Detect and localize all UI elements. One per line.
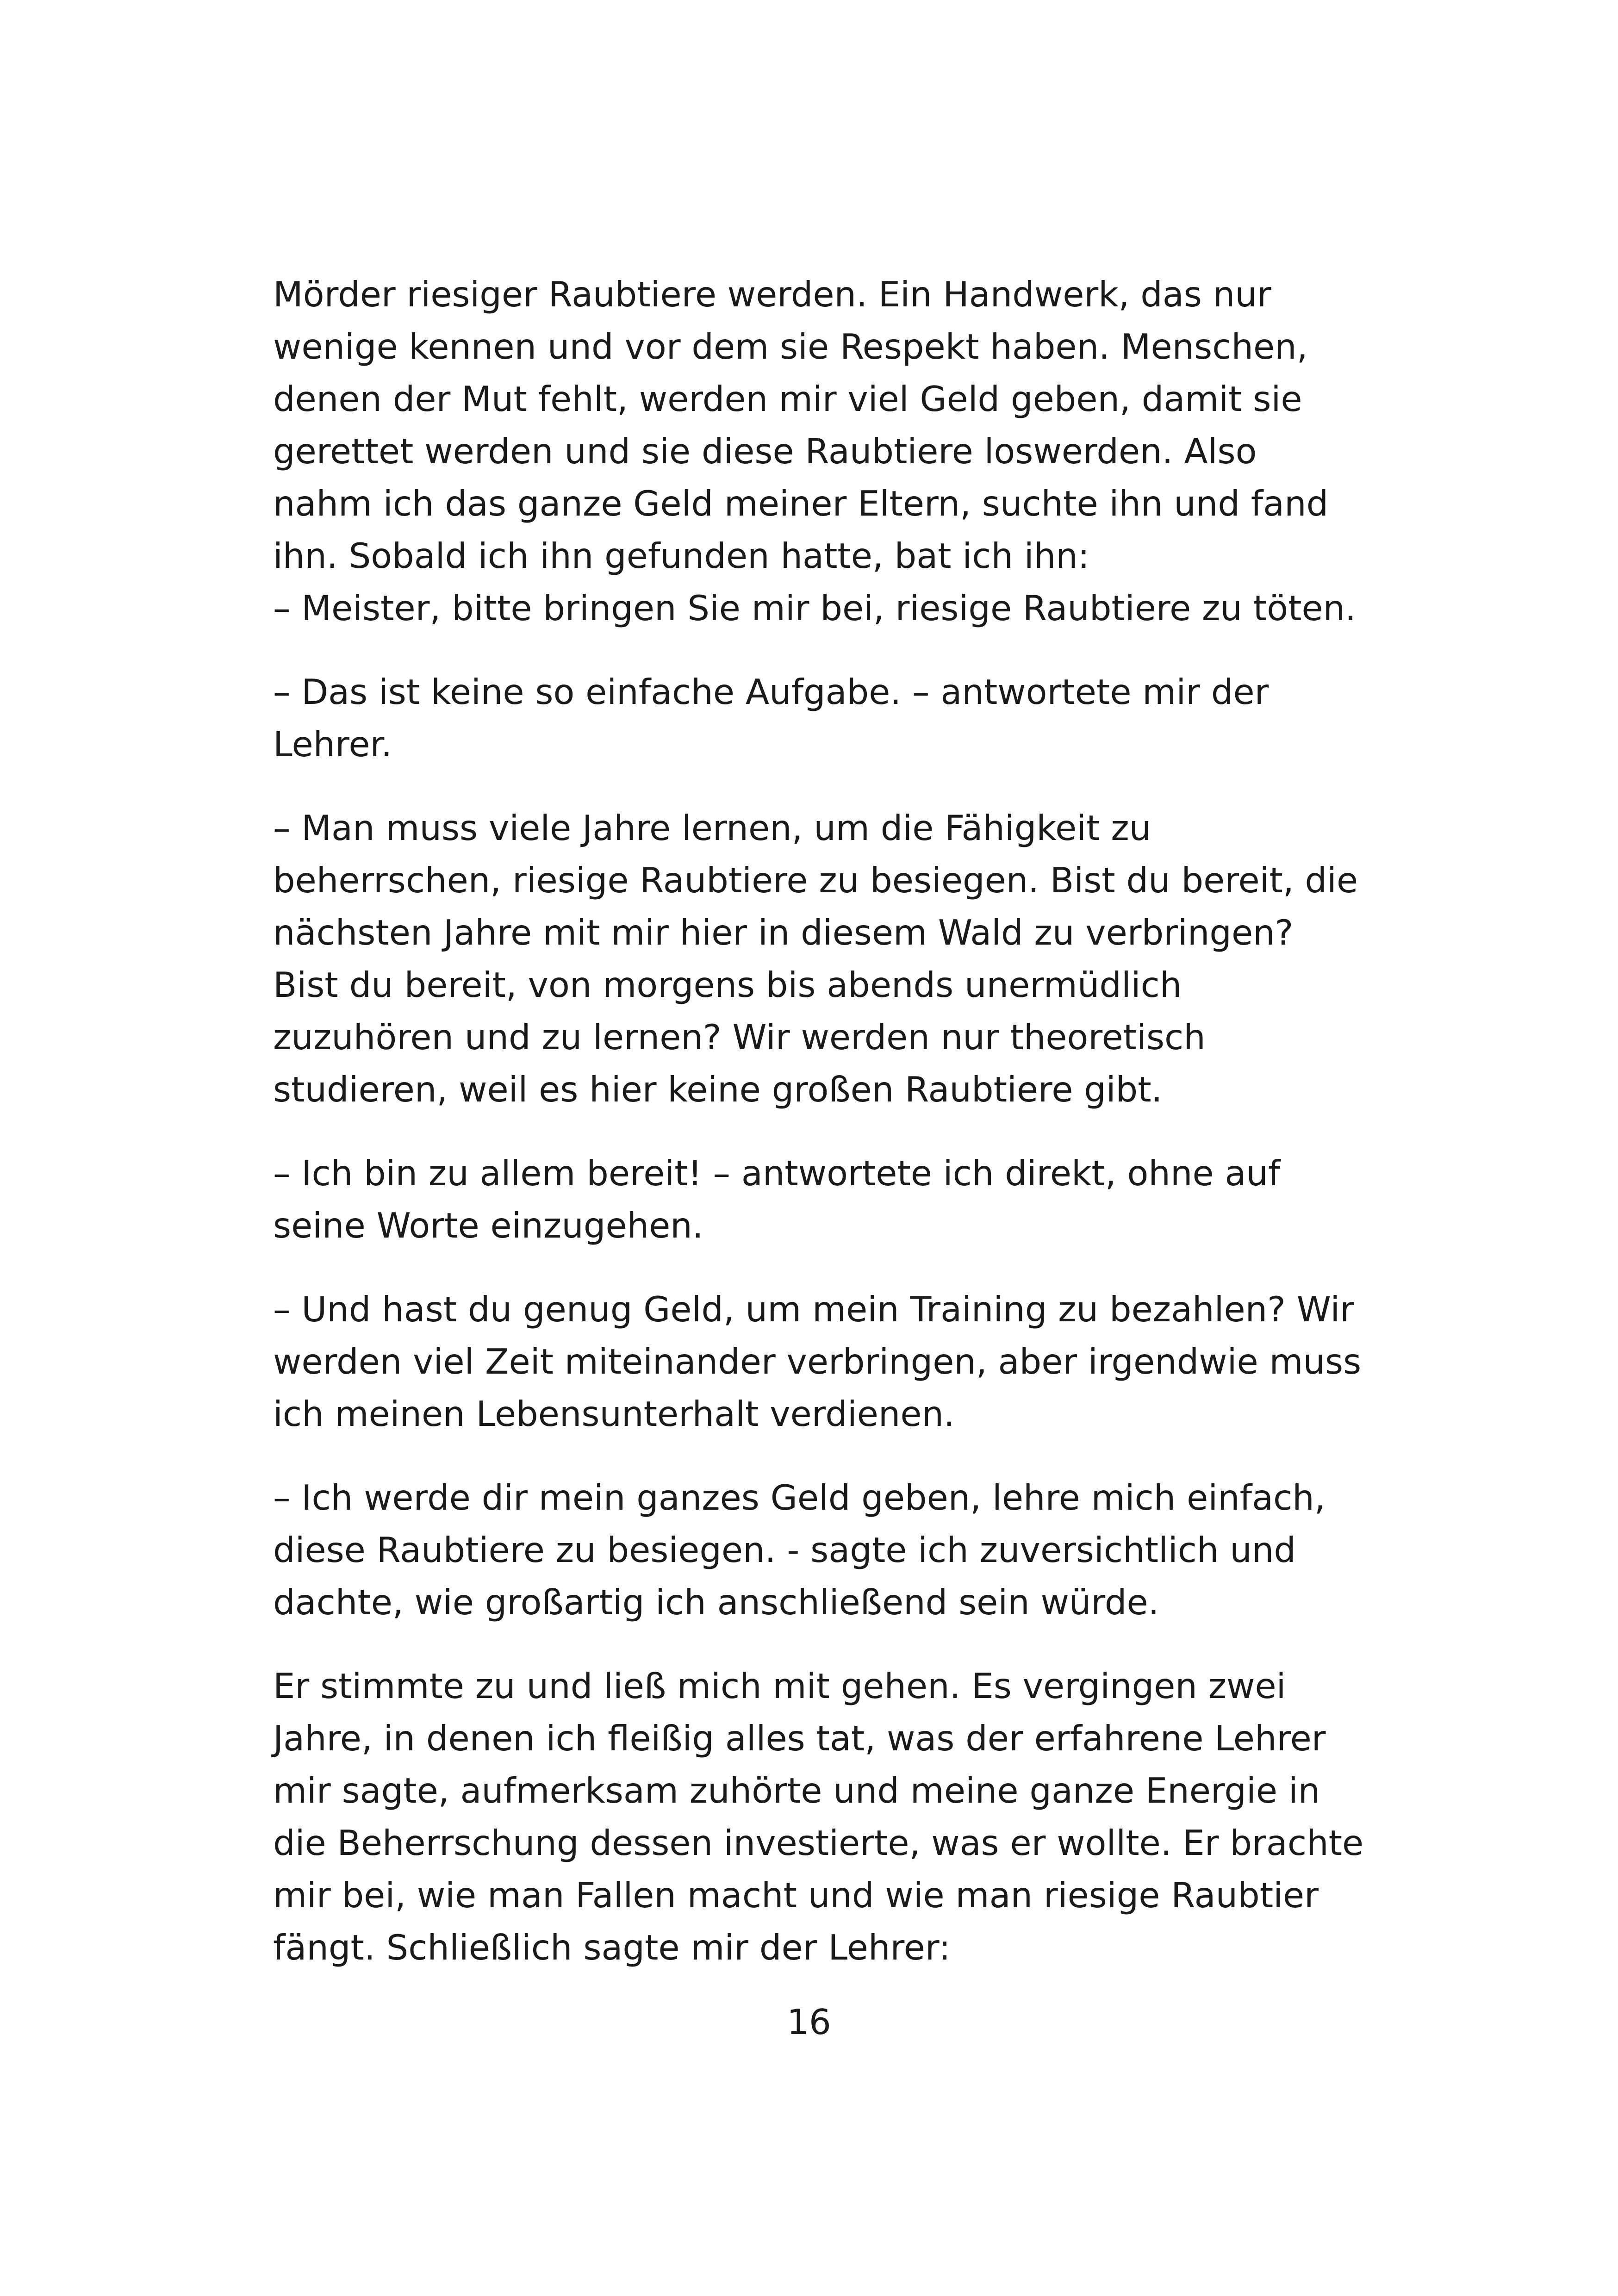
text-line: werden viel Zeit miteinander verbringen, aber irgendwie muss — [273, 1341, 1362, 1382]
paragraph — [273, 802, 1384, 1116]
text-line: – Ich werde dir mein ganzes Geld geben, lehre mich einfach, — [273, 1477, 1326, 1518]
text-line: mir sagte, aufmerksam zuhörte und meine ganze Energie in — [273, 1770, 1320, 1811]
text-line: – Man muss viele Jahre lernen, um die Fähigkeit zu — [273, 808, 1151, 848]
text-line: wenige kennen und vor dem sie Respekt haben. Menschen, — [273, 326, 1308, 367]
text-line: – Ich bin zu allem bereit! – antwortete ich direkt, ohne auf — [273, 1153, 1281, 1194]
text-line: beherrschen, riesige Raubtiere zu besiegen. Bist du bereit, die — [273, 860, 1358, 901]
text-line: denen der Mut fehlt, werden mir viel Geld geben, damit sie — [273, 379, 1302, 419]
text-line: zuzuhören und zu lernen? Wir werden nur theoretisch — [273, 1017, 1206, 1058]
paragraph — [273, 666, 1384, 771]
text-line: nahm ich das ganze Geld meiner Eltern, suchte ihn und fand — [273, 483, 1329, 524]
text-line: dachte, wie großartig ich anschließend sein würde. — [273, 1582, 1159, 1623]
text-line: – Meister, bitte bringen Sie mir bei, riesige Raubtiere zu töten. — [273, 588, 1357, 628]
text-line: studieren, weil es hier keine großen Raubtiere gibt. — [273, 1069, 1163, 1110]
paragraph — [273, 1283, 1384, 1440]
text-line: Lehrer. — [273, 724, 392, 765]
text-line: ich meinen Lebensunterhalt verdienen. — [273, 1394, 955, 1434]
text-line: – Und hast du genug Geld, um mein Training zu bezahlen? Wir — [273, 1289, 1354, 1330]
text-line: Er stimmte zu und ließ mich mit gehen. Es vergingen zwei — [273, 1666, 1286, 1706]
text-line: ihn. Sobald ich ihn gefunden hatte, bat ich ihn: — [273, 535, 1090, 576]
text-line: diese Raubtiere zu besiegen. - sagte ich zuversichtlich und — [273, 1530, 1296, 1570]
text-line: Jahre, in denen ich fleißig alles tat, was der erfahrene Lehrer — [273, 1718, 1326, 1759]
text-line: seine Worte einzugehen. — [273, 1205, 703, 1246]
text-line: nächsten Jahre mit mir hier in diesem Wald zu verbringen? — [273, 912, 1294, 953]
text-line: – Das ist keine so einfache Aufgabe. – antwortete mir der — [273, 672, 1269, 712]
text-line: Mörder riesiger Raubtiere werden. Ein Handwerk, das nur — [273, 274, 1271, 315]
body-text — [273, 268, 1384, 2005]
text-line: die Beherrschung dessen investierte, was er wollte. Er brachte — [273, 1823, 1364, 1863]
text-line: gerettet werden und sie diese Raubtiere loswerden. Also — [273, 431, 1257, 472]
text-line: mir bei, wie man Fallen macht und wie man riesige Raubtier — [273, 1875, 1319, 1916]
paragraph — [273, 1660, 1384, 1974]
paragraph — [273, 268, 1384, 635]
text-line: fängt. Schließlich sagte mir der Lehrer: — [273, 1927, 951, 1968]
paragraph — [273, 1472, 1384, 1629]
page-number: 16 — [787, 2002, 831, 2042]
paragraph — [273, 1147, 1384, 1252]
text-line: Bist du bereit, von morgens bis abends unermüdlich — [273, 964, 1182, 1005]
